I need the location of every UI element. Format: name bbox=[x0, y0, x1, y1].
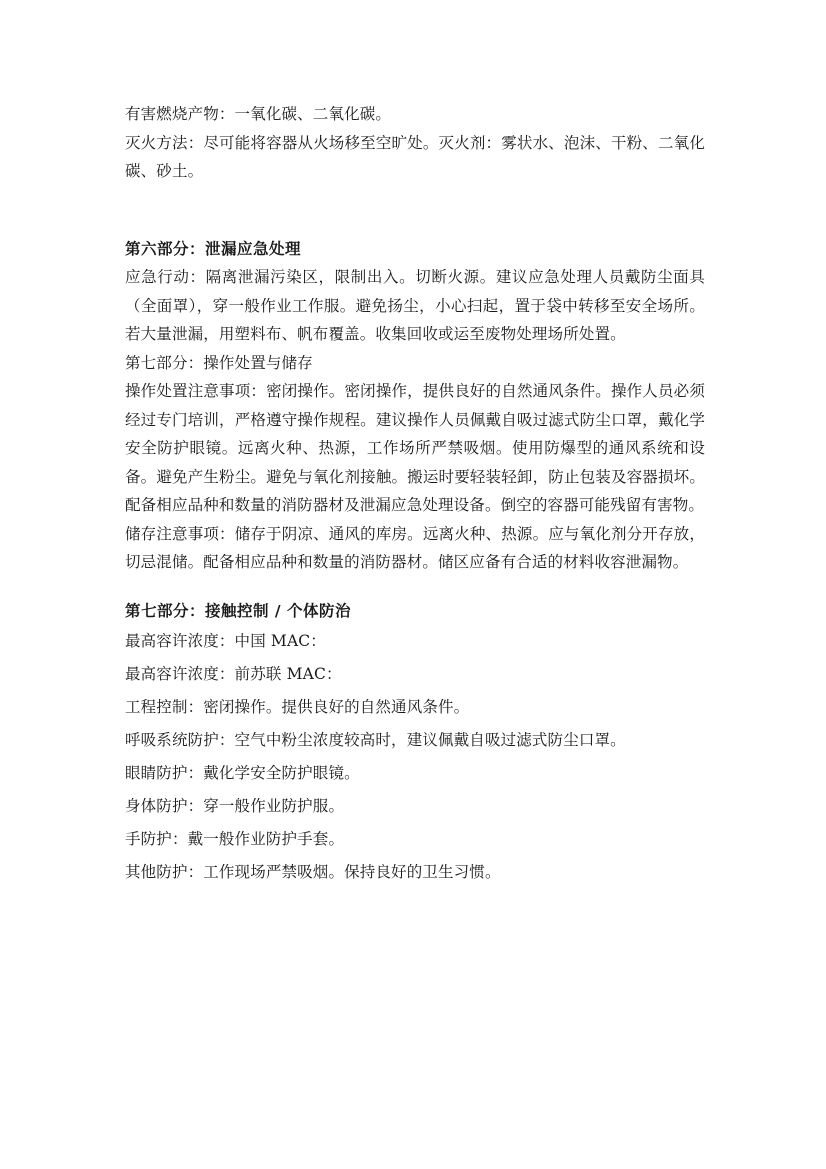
engineering-control: 工程控制：密闭操作。提供良好的自然通风条件。 bbox=[125, 698, 470, 716]
handling-precautions-text: 操作处置注意事项：密闭操作。密闭操作，提供良好的自然通风条件。操作人员必须经过专门培训，严格遵守操作规程。建议操作人员佩戴自吸过滤式防尘口罩，戴化学安全防护眼镜。远离火种、热源，工作场所严禁吸烟。使用防爆型的通风系统和设备。避免产生粉尘。避免与氧化剂接触。搬运时要轻装轻卸，防止包装及容器损坏。配备相应品种和数量的消防器材及泄漏应急处理设备。倒空的容器可能残留有害物。 bbox=[125, 382, 705, 514]
other-protection: 其他防护：工作现场严禁吸烟。保持良好的卫生习惯。 bbox=[125, 863, 501, 881]
eye-protection: 眼睛防护：戴化学安全防护眼镜。 bbox=[125, 764, 360, 782]
storage-precautions-text: 储存注意事项：储存于阴凉、通风的库房。远离火种、热源。应与氧化剂分开存放，切忌混储。配备相应品种和数量的消防器材。储区应备有合适的材料收容泄漏物。 bbox=[125, 524, 705, 571]
section-7-heading: 第七部分：操作处置与储存 bbox=[125, 353, 313, 372]
exposure-limit-china: 最高容许浓度：中国 MAC： bbox=[125, 632, 326, 650]
section-spacer bbox=[125, 186, 705, 235]
combustion-products-text: 有害燃烧产物：一氧化碳、二氧化碳。 bbox=[125, 105, 392, 123]
section-6-heading: 第六部分：泄漏应急处理 bbox=[125, 239, 302, 258]
section-spacer bbox=[125, 577, 705, 597]
hand-protection: 手防护：戴一般作业防护手套。 bbox=[125, 830, 345, 848]
firefighting-methods-text: 灭火方法：尽可能将容器从火场移至空旷处。灭火剂：雾状水、泡沫、干粉、二氧化碳、砂土。 bbox=[125, 133, 705, 180]
body-protection: 身体防护：穿一般作业防护服。 bbox=[125, 797, 345, 815]
section-8-heading: 第七部分：接触控制 / 个体防治 bbox=[125, 601, 351, 620]
emergency-response-text: 应急行动：隔离泄漏污染区，限制出入。切断火源。建议应急处理人员戴防尘面具（全面罩），穿一般作业工作服。避免扬尘，小心扫起，置于袋中转移至安全场所。若大量泄漏，用塑料布、帆布覆盖。收集回收或运至废物处理场所处置。 bbox=[125, 268, 705, 343]
exposure-limit-ussr: 最高容许浓度：前苏联 MAC： bbox=[125, 665, 342, 683]
respiratory-protection: 呼吸系统防护：空气中粉尘浓度较高时，建议佩戴自吸过滤式防尘口罩。 bbox=[125, 731, 626, 749]
document-page bbox=[125, 100, 705, 889]
